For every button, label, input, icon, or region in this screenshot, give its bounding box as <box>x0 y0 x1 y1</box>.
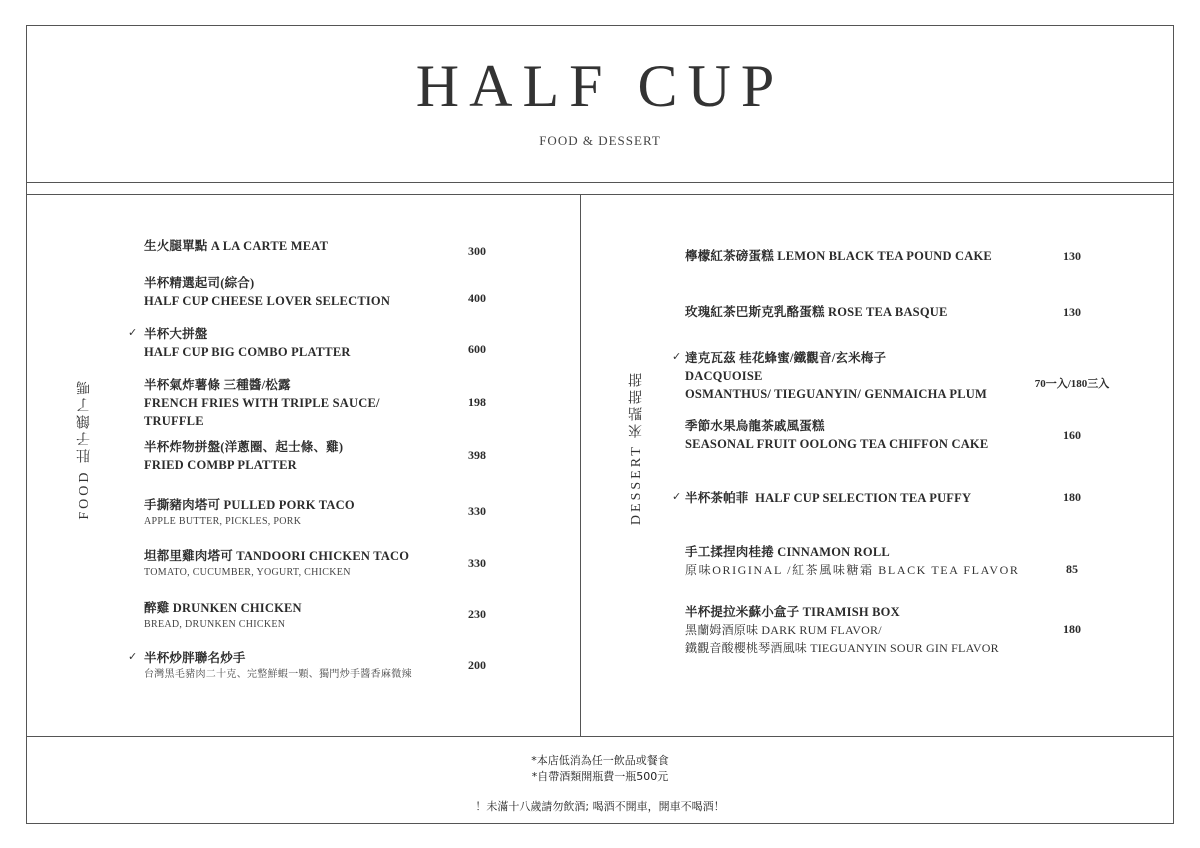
item-name: 生火腿單點 A LA CARTE MEAT <box>144 239 329 253</box>
item-name-en: DACQUOISE <box>685 369 763 383</box>
item-price: 330 <box>468 556 486 570</box>
item-price: 400 <box>468 291 486 305</box>
food-item <box>144 547 409 580</box>
item-name: 半杯大拼盤 <box>144 327 208 341</box>
dessert-item <box>685 603 999 657</box>
item-name: 坦都里雞肉塔可 TANDOORI CHICKEN TACO <box>144 549 410 563</box>
item-description: BREAD, DRUNKEN CHICKEN <box>144 619 286 630</box>
item-price: 198 <box>468 395 486 409</box>
food-item <box>144 237 328 255</box>
recommend-check-icon: ✓ <box>128 326 138 339</box>
item-price: 180 <box>1063 490 1081 504</box>
item-name: 半杯精選起司(綜合) <box>144 276 255 290</box>
food-item <box>144 599 302 632</box>
item-name: 檸檬紅茶磅蛋糕 LEMON BLACK TEA POUND CAKE <box>685 249 992 263</box>
item-price: 70一入/180三入 <box>1034 378 1110 390</box>
item-name-en: HALF CUP CHEESE LOVER SELECTION <box>144 294 391 308</box>
brand-subtitle: FOOD & DESSERT <box>539 133 661 148</box>
item-name: 季節水果烏龍茶戚風蛋糕 <box>685 419 825 433</box>
item-description: 台灣黑毛豬肉二十克、完整鮮蝦一顆、獨門炒手醬香麻微辣 <box>144 669 412 680</box>
recommend-check-icon: ✓ <box>672 350 682 363</box>
food-item <box>144 325 351 361</box>
dessert-item <box>685 349 987 403</box>
item-name: 達克瓦茲 桂花蜂蜜/鐵觀音/玄米梅子 <box>685 351 887 365</box>
item-description: APPLE BUTTER, PICKLES, PORK <box>144 516 302 527</box>
dessert-item <box>685 303 948 321</box>
dessert-item <box>685 489 971 507</box>
column-divider <box>580 194 581 736</box>
item-price: 180 <box>1063 622 1081 636</box>
recommend-check-icon: ✓ <box>128 650 138 663</box>
recommend-check-icon: ✓ <box>672 490 682 503</box>
item-price: 85 <box>1066 562 1078 576</box>
food-item <box>144 376 380 430</box>
item-name: 半杯炸物拼盤(洋蔥圈、起士條、雞) <box>144 440 344 454</box>
item-name-en: HALF CUP BIG COMBO PLATTER <box>144 345 351 359</box>
item-name-en-cont: TRUFFLE <box>144 414 204 428</box>
item-name: 半杯炒胖聯名炒手 <box>144 651 246 665</box>
item-description: TOMATO, CUCUMBER, YOGURT, CHICKEN <box>144 567 351 578</box>
dessert-item <box>685 543 1019 579</box>
food-item <box>144 274 390 310</box>
food-section-label: FOOD 肚子餓了嗎 <box>77 378 92 520</box>
footer-note: *本店低消為任一飲品或餐食 <box>531 754 669 767</box>
footer-divider <box>26 736 1174 737</box>
dessert-item <box>685 417 988 453</box>
header-divider-bottom <box>26 194 1174 195</box>
header-divider-top <box>26 182 1174 183</box>
item-flavor: 黑蘭姆酒原味 DARK RUM FLAVOR/ <box>685 623 882 637</box>
item-name: 半杯氣炸薯條 三種醬/松露 <box>144 378 291 392</box>
item-price: 160 <box>1063 428 1081 442</box>
item-name: 半杯提拉米蘇小盒子 TIRAMISH BOX <box>685 605 900 619</box>
item-price: 300 <box>468 244 486 258</box>
item-flavor: 鐵觀音酸櫻桃琴酒風味 TIEGUANYIN SOUR GIN FLAVOR <box>685 641 999 655</box>
item-price: 230 <box>468 607 486 621</box>
food-item <box>144 496 355 529</box>
item-name-en: FRENCH FRIES WITH TRIPLE SAUCE/ <box>144 396 380 410</box>
food-item <box>144 649 412 682</box>
brand-title: HALF CUP <box>415 53 785 119</box>
item-flavors: 原味ORIGINAL /紅茶風味糖霜 BLACK TEA FLAVOR <box>685 563 1020 577</box>
item-name: 醉雞 DRUNKEN CHICKEN <box>144 601 302 615</box>
item-price: 200 <box>468 658 486 672</box>
item-price: 398 <box>468 448 486 462</box>
food-item <box>144 438 343 474</box>
item-price: 600 <box>468 342 486 356</box>
item-name: 半杯茶帕菲 HALF CUP SELECTION TEA PUFFY <box>685 491 972 505</box>
item-name: 手工揉捏肉桂捲 CINNAMON ROLL <box>685 545 890 559</box>
footer-warning: ！未滿十八歲請勿飲酒; 喝酒不開車，開車不喝酒！ <box>475 800 725 813</box>
footer-note: *自帶酒類開瓶費一瓶500元 <box>531 770 669 783</box>
item-price: 130 <box>1063 305 1081 319</box>
dessert-section-label: DESSERT 來點甜甜 <box>629 370 644 526</box>
item-price: 130 <box>1063 249 1081 263</box>
item-name-en: SEASONAL FRUIT OOLONG TEA CHIFFON CAKE <box>685 437 989 451</box>
item-price: 330 <box>468 504 486 518</box>
item-flavors: OSMANTHUS/ TIEGUANYIN/ GENMAICHA PLUM <box>685 387 987 401</box>
item-name: 手撕豬肉塔可 PULLED PORK TACO <box>144 498 355 512</box>
dessert-item <box>685 247 992 265</box>
item-name-en: FRIED COMBP PLATTER <box>144 458 297 472</box>
item-name: 玫瑰紅茶巴斯克乳酪蛋糕 ROSE TEA BASQUE <box>685 305 948 319</box>
